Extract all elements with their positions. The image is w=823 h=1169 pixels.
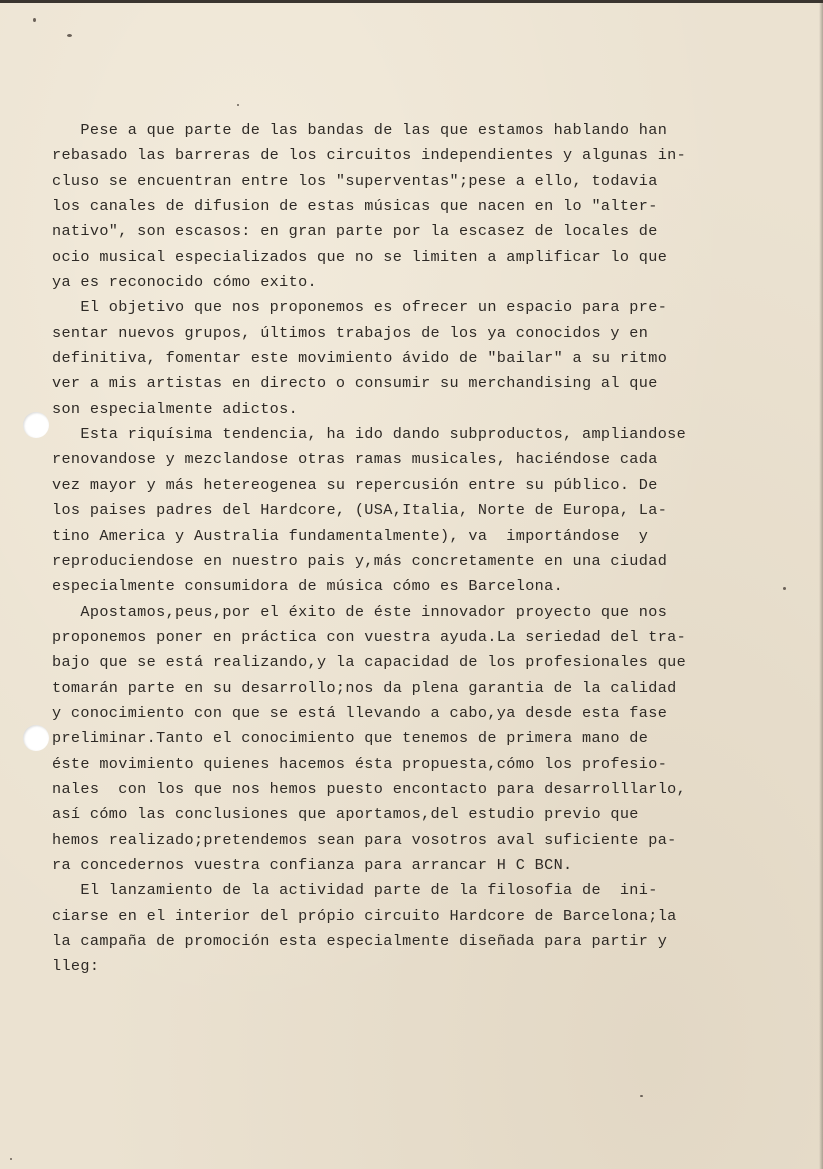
paper-speck (10, 1158, 12, 1160)
text-line: definitiva, fomentar este movimiento ávido de "bailar" a su ritmo (52, 349, 668, 368)
text-line: la campaña de promoción esta especialmente diseñada para partir y (52, 932, 668, 950)
punch-hole (23, 725, 49, 751)
text-line: Pese a que parte de las bandas de las que estamos hablando han (52, 121, 668, 139)
text-line: y conocimiento con que se está llevando a cabo,ya desde esta fase (52, 703, 668, 722)
page-top-edge (0, 0, 823, 3)
text-line: los paises padres del Hardcore, (USA,Italia, Norte de Europa, La- (52, 501, 668, 520)
text-line: cluso se encuentran entre los "superventas";pese a ello, todavia (52, 171, 658, 190)
text-line: rebasado las barreras de los circuitos independientes y algunas in- (52, 146, 687, 165)
paper-speck (33, 18, 36, 22)
text-line: Esta riquísima tendencia, ha ido dando subproductos, ampliandose (52, 425, 687, 444)
paper-speck (783, 587, 786, 590)
text-line: reproduciendose en nuestro pais y,más concretamente en una ciudad (52, 551, 668, 570)
text-line: lleg: (52, 957, 100, 976)
text-line: preliminar.Tanto el conocimiento que tenemos de primera mano de (52, 729, 649, 748)
text-line: éste movimiento quienes hacemos ésta propuesta,cómo los profesio- (52, 754, 668, 773)
text-line: ya es reconocido cómo exito. (52, 273, 317, 292)
text-line: ciarse en el interior del própio circuito Hardcore de Barcelona;la (52, 906, 677, 925)
text-line: vez mayor y más hetereogenea su repercusión entre su público. De (52, 475, 658, 494)
text-line: nales con los que nos hemos puesto encontacto para desarrolllarlo, (52, 779, 687, 798)
text-line: hemos realizado;pretendemos sean para vosotros aval suficiente pa- (52, 830, 677, 849)
text-line: Apostamos,peus,por el éxito de éste innovador proyecto que nos (52, 602, 668, 621)
text-line: nativo", son escasos: en gran parte por la escasez de locales de (52, 222, 658, 241)
text-line: proponemos poner en práctica con vuestra ayuda.La seriedad del tra- (52, 627, 687, 646)
text-line: especialmente consumidora de música cómo es Barcelona. (52, 577, 564, 596)
text-line: ver a mis artistas en directo o consumir su merchandising al que (52, 374, 658, 393)
text-line: bajo que se está realizando,y la capacidad de los profesionales que (52, 653, 687, 672)
text-line: renovandose y mezclandose otras ramas musicales, haciéndose cada (52, 450, 658, 469)
document-body (52, 118, 742, 980)
page-right-edge (819, 0, 823, 1169)
text-line: son especialmente adictos. (52, 399, 299, 418)
paper-speck (237, 104, 239, 106)
text-line: así cómo las conclusiones que aportamos,del estudio previo que (52, 805, 639, 824)
text-line: El lanzamiento de la actividad parte de la filosofia de ini- (52, 881, 658, 900)
text-line: El objetivo que nos proponemos es ofrecer un espacio para pre- (52, 298, 668, 317)
text-line: tino America y Australia fundamentalmente), va importándose y (52, 526, 649, 545)
text-line: sentar nuevos grupos, últimos trabajos de los ya conocidos y en (52, 323, 649, 342)
paper-speck (640, 1095, 643, 1097)
text-line: ocio musical especializados que no se limiten a amplificar lo que (52, 247, 668, 266)
punch-hole (23, 412, 49, 438)
text-line: los canales de difusion de estas músicas que nacen en lo "alter- (52, 197, 658, 216)
paper-speck (67, 34, 72, 37)
text-line: ra concedernos vuestra confianza para arrancar H C BCN. (52, 855, 573, 874)
text-line: tomarán parte en su desarrollo;nos da plena garantia de la calidad (52, 678, 677, 697)
